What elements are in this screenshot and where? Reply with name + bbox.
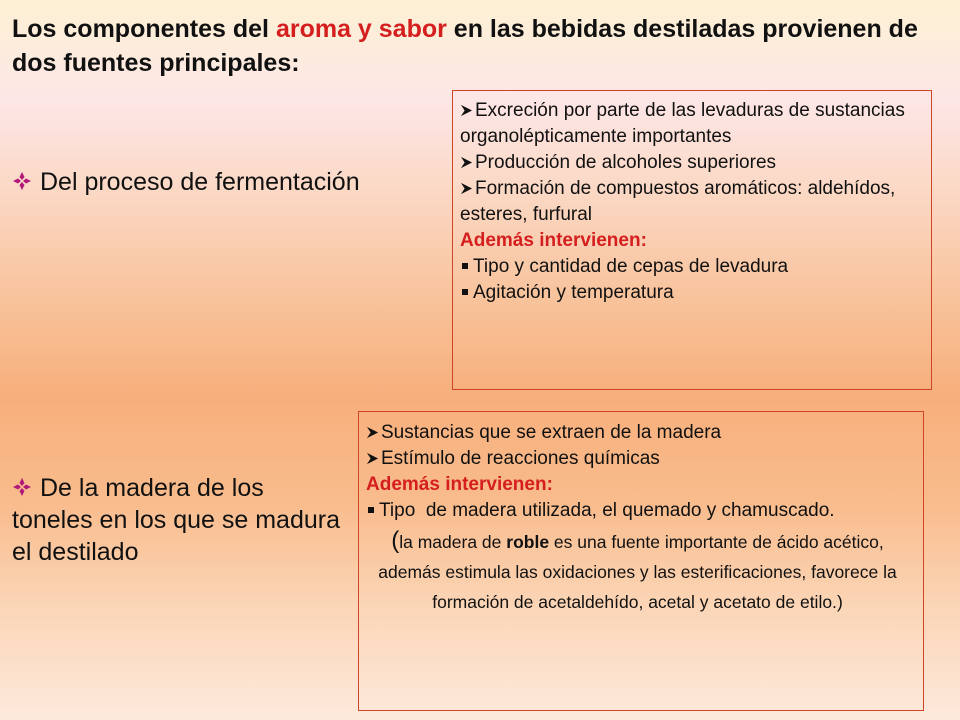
title-part1: Los componentes del (12, 15, 276, 43)
list-item: Formación de compuestos aromáticos: aldehídos, esteres, furfural (460, 178, 896, 225)
oak-note: (la madera de roble es una fuente importante de ácido acético, además estimula las oxidaciones y las esterificaciones, favorece la formación de acetaldehído, acetal y acetato de etilo.) (378, 527, 897, 612)
source-wood (12, 472, 342, 568)
fermentation-details-box (452, 90, 932, 390)
diamond-bullet-icon (12, 164, 40, 196)
oak-bold-word: roble (506, 532, 550, 552)
list-item: Tipo y cantidad de cepas de levadura (460, 254, 925, 280)
arrow-bullet-icon (460, 98, 475, 124)
arrow-bullet-icon (460, 176, 475, 202)
list-item: Excreción por parte de las levaduras de sustancias organolépticamente importantes (460, 100, 905, 147)
arrow-bullet-icon (366, 446, 381, 472)
source-fermentation (12, 166, 432, 198)
list-item: Sustancias que se extraen de la madera (366, 420, 917, 446)
title-part2: en las bebidas destiladas provienen de dos fuentes principales: (12, 15, 918, 77)
arrow-bullet-icon (366, 420, 381, 446)
slide-title (12, 12, 942, 80)
diamond-bullet-icon (12, 470, 40, 502)
extra-heading: Además intervienen: (460, 230, 647, 251)
list-item: Estímulo de reacciones químicas (366, 446, 917, 472)
source-fermentation-label: Del proceso de fermentación (40, 168, 360, 196)
list-item: Tipo de madera utilizada, el quemado y chamuscado. (366, 498, 917, 524)
extra-heading: Además intervienen: (366, 474, 553, 495)
source-wood-label: De la madera de los toneles en los que se madura el destilado (12, 474, 340, 566)
arrow-bullet-icon (460, 150, 475, 176)
wood-details-box (358, 411, 924, 711)
title-accent: aroma y sabor (275, 15, 447, 43)
list-item: Agitación y temperatura (460, 280, 925, 306)
square-bullet-icon (460, 280, 473, 306)
square-bullet-icon (460, 254, 473, 280)
square-bullet-icon (366, 498, 379, 524)
list-item: Producción de alcoholes superiores (460, 150, 925, 176)
